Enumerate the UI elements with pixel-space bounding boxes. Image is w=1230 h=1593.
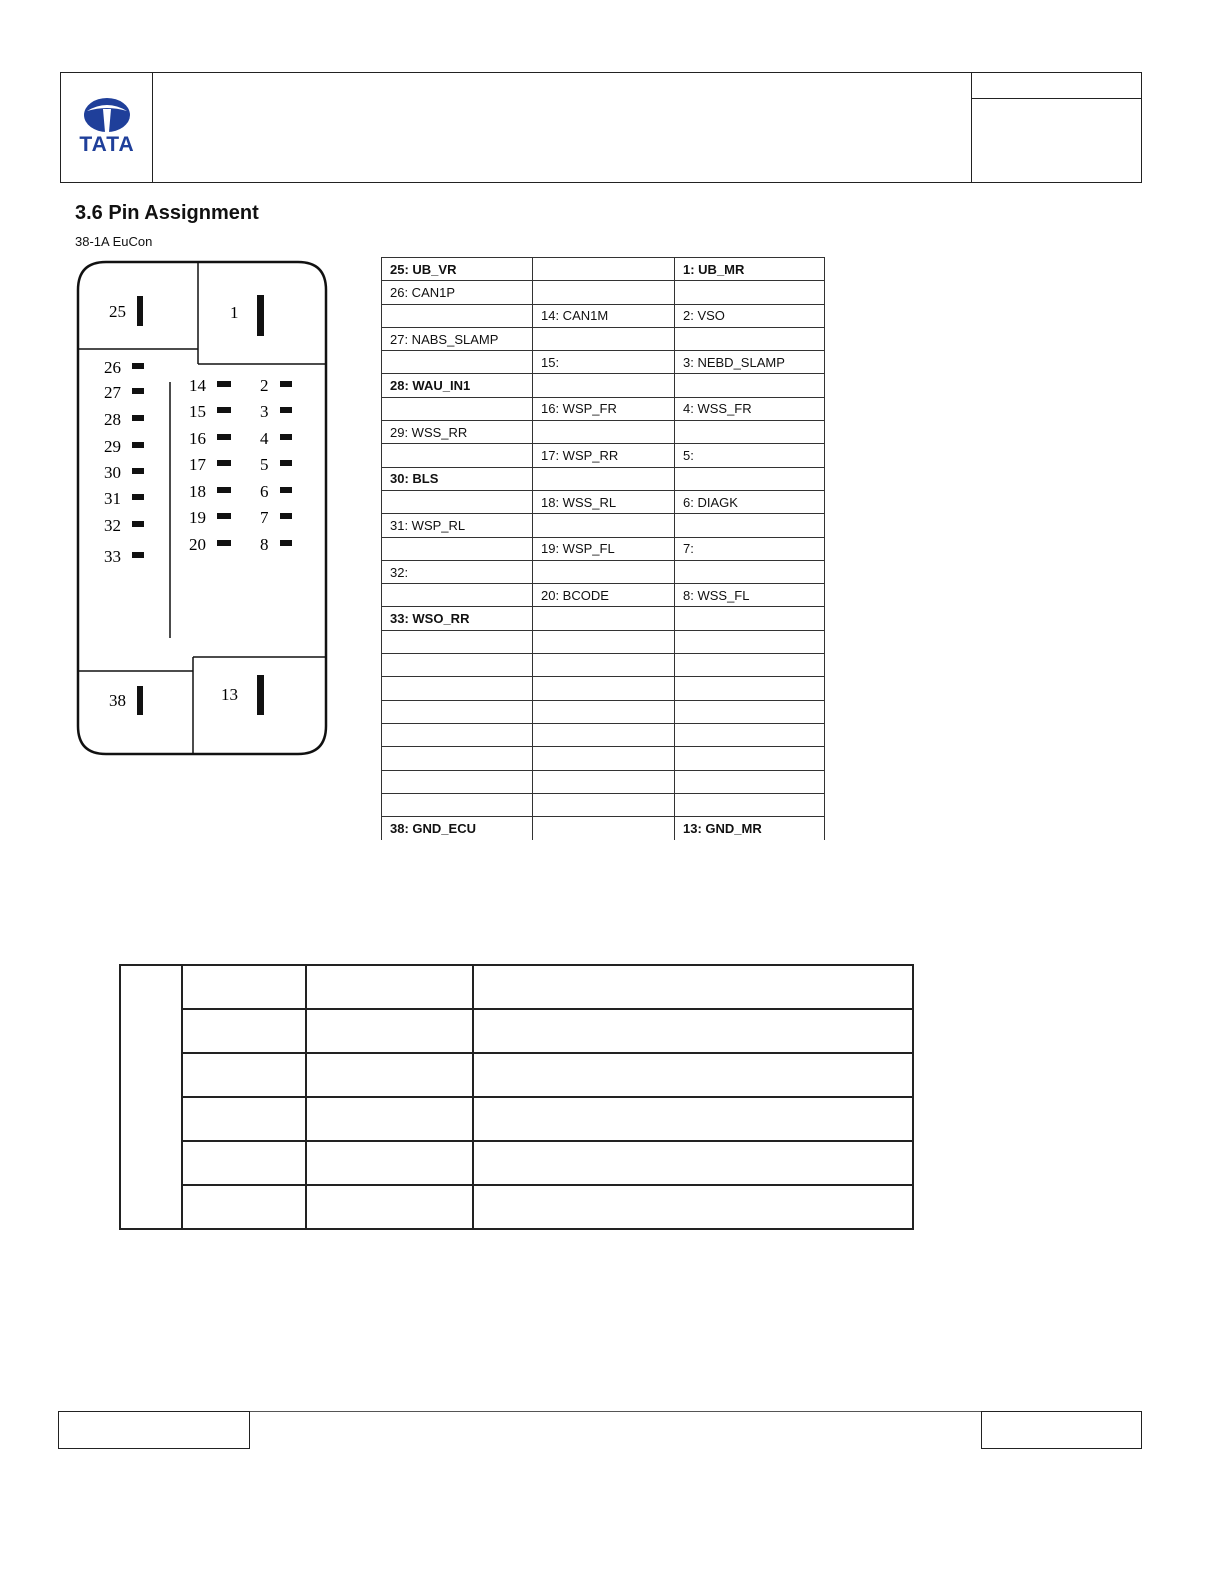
- pin-31-contact: [132, 494, 144, 500]
- pin-label-20: 20: [189, 535, 206, 554]
- section-title: 3.6 Pin Assignment: [75, 202, 259, 224]
- connector-diagram: [76, 260, 330, 758]
- pin-cell: [533, 281, 675, 304]
- table-cell: [473, 1185, 913, 1229]
- pin-cell: [533, 747, 675, 770]
- table-row: [120, 1053, 913, 1097]
- pin-cell: 20: BCODE: [533, 584, 675, 607]
- pin-cell: [382, 700, 533, 723]
- table-cell: [306, 1053, 473, 1097]
- table-row: [120, 1141, 913, 1185]
- pin-cell: 38: GND_ECU: [382, 817, 533, 840]
- pin-label-27: 27: [104, 383, 121, 402]
- table-row: [382, 467, 825, 490]
- pin-1-contact: [257, 295, 264, 336]
- pin-cell: [675, 374, 825, 397]
- pin-5-contact: [280, 460, 292, 466]
- table-row: [382, 304, 825, 327]
- table-row: [382, 281, 825, 304]
- table-row: [120, 1009, 913, 1053]
- pin-14-contact: [217, 381, 231, 387]
- pin-cell: [533, 770, 675, 793]
- footer-line: [250, 1411, 981, 1412]
- pin-label-3: 3: [260, 402, 269, 421]
- table-row: [382, 327, 825, 350]
- table-row: [382, 584, 825, 607]
- table-row: [120, 1097, 913, 1141]
- pin-label-19: 19: [189, 508, 206, 527]
- pin-label-2: 2: [260, 376, 269, 395]
- pin-cell: 32:: [382, 560, 533, 583]
- pin-cell: [675, 421, 825, 444]
- small-pins-group: [104, 358, 292, 566]
- merged-cell: [120, 965, 182, 1229]
- pin-cell: [382, 537, 533, 560]
- pin-cell: [675, 327, 825, 350]
- table-row: [382, 607, 825, 630]
- pin-label-25: 25: [109, 302, 126, 321]
- pin-cell: [533, 607, 675, 630]
- table-cell: [473, 1141, 913, 1185]
- pin-cell: [382, 630, 533, 653]
- table-row: [382, 258, 825, 281]
- table-cell: [182, 1053, 306, 1097]
- pin-cell: [533, 327, 675, 350]
- table-row: [382, 817, 825, 840]
- pin-cell: [675, 281, 825, 304]
- pin-16-contact: [217, 434, 231, 440]
- pin-label-15: 15: [189, 402, 206, 421]
- pin-cell: 28: WAU_IN1: [382, 374, 533, 397]
- pin-cell: 5:: [675, 444, 825, 467]
- pin-cell: [382, 351, 533, 374]
- table-row: [382, 630, 825, 653]
- pin-label-28: 28: [104, 410, 121, 429]
- pin-15-contact: [217, 407, 231, 413]
- pin-cell: 7:: [675, 537, 825, 560]
- table-cell: [182, 1009, 306, 1053]
- pin-cell: 1: UB_MR: [675, 258, 825, 281]
- pin-8-contact: [280, 540, 292, 546]
- pin-cell: [382, 304, 533, 327]
- pin-cell: 31: WSP_RL: [382, 514, 533, 537]
- pin-cell: 13: GND_MR: [675, 817, 825, 840]
- pin-cell: 19: WSP_FL: [533, 537, 675, 560]
- pin-cell: [382, 770, 533, 793]
- pin-cell: 33: WSO_RR: [382, 607, 533, 630]
- pin-cell: [533, 467, 675, 490]
- pin-cell: 14: CAN1M: [533, 304, 675, 327]
- logo-text: TATA: [79, 133, 135, 156]
- pin-cell: 2: VSO: [675, 304, 825, 327]
- pin-label-26: 26: [104, 358, 121, 377]
- pin-cell: [675, 560, 825, 583]
- pin-label-30: 30: [104, 463, 121, 482]
- table-row: [382, 351, 825, 374]
- table-row: [382, 700, 825, 723]
- pin-cell: [675, 677, 825, 700]
- pin-label-18: 18: [189, 482, 206, 501]
- document-header: [60, 72, 1142, 183]
- pin-25-contact: [137, 296, 143, 326]
- pin-38-contact: [137, 686, 143, 715]
- pin-label-7: 7: [260, 508, 269, 527]
- pin-32-contact: [132, 521, 144, 527]
- table-row: [382, 560, 825, 583]
- table-cell: [473, 1009, 913, 1053]
- pin-label-38: 38: [109, 691, 126, 710]
- pin-4-contact: [280, 434, 292, 440]
- header-right-cell: [971, 73, 1141, 182]
- table-cell: [473, 1053, 913, 1097]
- pin-cell: [382, 747, 533, 770]
- pin-2-contact: [280, 381, 292, 387]
- table-row: [120, 1185, 913, 1229]
- pin-cell: [675, 630, 825, 653]
- pin-28-contact: [132, 415, 144, 421]
- section-subtitle: 38-1A EuCon: [75, 234, 153, 249]
- pin-cell: [533, 700, 675, 723]
- table-cell: [306, 1009, 473, 1053]
- table-row: [382, 677, 825, 700]
- pin-cell: [675, 514, 825, 537]
- header-right-top: [972, 73, 1141, 99]
- pin-cell: [382, 677, 533, 700]
- pin-7-contact: [280, 513, 292, 519]
- table-row: [382, 490, 825, 513]
- pin-cell: [675, 654, 825, 677]
- table-cell: [306, 1097, 473, 1141]
- pin-18-contact: [217, 487, 231, 493]
- pin-cell: [533, 374, 675, 397]
- pin-20-contact: [217, 540, 231, 546]
- pin-cell: [533, 654, 675, 677]
- table-cell: [473, 1097, 913, 1141]
- pin-cell: 17: WSP_RR: [533, 444, 675, 467]
- table-cell: [182, 965, 306, 1009]
- pin-cell: 29: WSS_RR: [382, 421, 533, 444]
- pin-27-contact: [132, 388, 144, 394]
- pin-26-contact: [132, 363, 144, 369]
- table-row: [382, 793, 825, 816]
- table-row: [382, 421, 825, 444]
- pin-cell: 16: WSP_FR: [533, 397, 675, 420]
- blank-table: [119, 964, 914, 1230]
- pin-cell: [533, 258, 675, 281]
- pin-cell: [382, 723, 533, 746]
- pin-label-4: 4: [260, 429, 269, 448]
- pin-label-31: 31: [104, 489, 121, 508]
- table-cell: [473, 965, 913, 1009]
- pin-cell: [533, 630, 675, 653]
- table-cell: [306, 1185, 473, 1229]
- pin-cell: 18: WSS_RL: [533, 490, 675, 513]
- pin-cell: 27: NABS_SLAMP: [382, 327, 533, 350]
- table-cell: [182, 1185, 306, 1229]
- pin-label-29: 29: [104, 437, 121, 456]
- pin-label-17: 17: [189, 455, 206, 474]
- pin-label-14: 14: [189, 376, 206, 395]
- pin-cell: 6: DIAGK: [675, 490, 825, 513]
- pin-label-6: 6: [260, 482, 269, 501]
- pin-cell: [675, 607, 825, 630]
- pin-17-contact: [217, 460, 231, 466]
- pin-label-5: 5: [260, 455, 269, 474]
- pin-cell: [382, 654, 533, 677]
- table-row: [382, 770, 825, 793]
- table-row: [382, 723, 825, 746]
- footer-left-box: [58, 1411, 250, 1449]
- footer-right-box: [981, 1411, 1142, 1449]
- pin-cell: [533, 421, 675, 444]
- pin-cell: [675, 700, 825, 723]
- pin-33-contact: [132, 552, 144, 558]
- table-row: [382, 444, 825, 467]
- table-cell: [306, 965, 473, 1009]
- pin-cell: 25: UB_VR: [382, 258, 533, 281]
- pin-cell: 26: CAN1P: [382, 281, 533, 304]
- pin-cell: [382, 793, 533, 816]
- pin-cell: [675, 723, 825, 746]
- table-row: [382, 397, 825, 420]
- pin-cell: [382, 444, 533, 467]
- pin-30-contact: [132, 468, 144, 474]
- table-cell: [182, 1141, 306, 1185]
- pin-3-contact: [280, 407, 292, 413]
- pin-cell: [675, 467, 825, 490]
- pin-cell: [533, 817, 675, 840]
- pin-cell: [533, 793, 675, 816]
- pin-cell: [675, 793, 825, 816]
- pin-cell: [382, 584, 533, 607]
- pin-cell: 8: WSS_FL: [675, 584, 825, 607]
- pin-cell: [675, 747, 825, 770]
- table-row: [382, 747, 825, 770]
- table-row: [382, 514, 825, 537]
- pin-cell: [533, 677, 675, 700]
- pin-cell: 4: WSS_FR: [675, 397, 825, 420]
- pin-cell: [533, 560, 675, 583]
- pin-6-contact: [280, 487, 292, 493]
- table-row: [382, 654, 825, 677]
- pin-label-1: 1: [230, 303, 239, 322]
- pin-cell: 15:: [533, 351, 675, 374]
- pin-label-32: 32: [104, 516, 121, 535]
- pin-19-contact: [217, 513, 231, 519]
- pin-label-33: 33: [104, 547, 121, 566]
- pin-cell: [533, 514, 675, 537]
- pin-13-contact: [257, 675, 264, 715]
- pin-cell: [675, 770, 825, 793]
- pin-label-16: 16: [189, 429, 206, 448]
- pin-cell: 3: NEBD_SLAMP: [675, 351, 825, 374]
- table-cell: [182, 1097, 306, 1141]
- table-cell: [306, 1141, 473, 1185]
- pin-label-13: 13: [221, 685, 238, 704]
- pin-29-contact: [132, 442, 144, 448]
- pin-cell: [382, 490, 533, 513]
- pin-assignment-table: [381, 257, 825, 840]
- header-title-cell: [153, 73, 971, 182]
- table-row: [120, 965, 913, 1009]
- pin-label-8: 8: [260, 535, 269, 554]
- pin-cell: [382, 397, 533, 420]
- pin-cell: 30: BLS: [382, 467, 533, 490]
- table-row: [382, 374, 825, 397]
- table-row: [382, 537, 825, 560]
- logo-cell: [61, 73, 153, 182]
- pin-cell: [533, 723, 675, 746]
